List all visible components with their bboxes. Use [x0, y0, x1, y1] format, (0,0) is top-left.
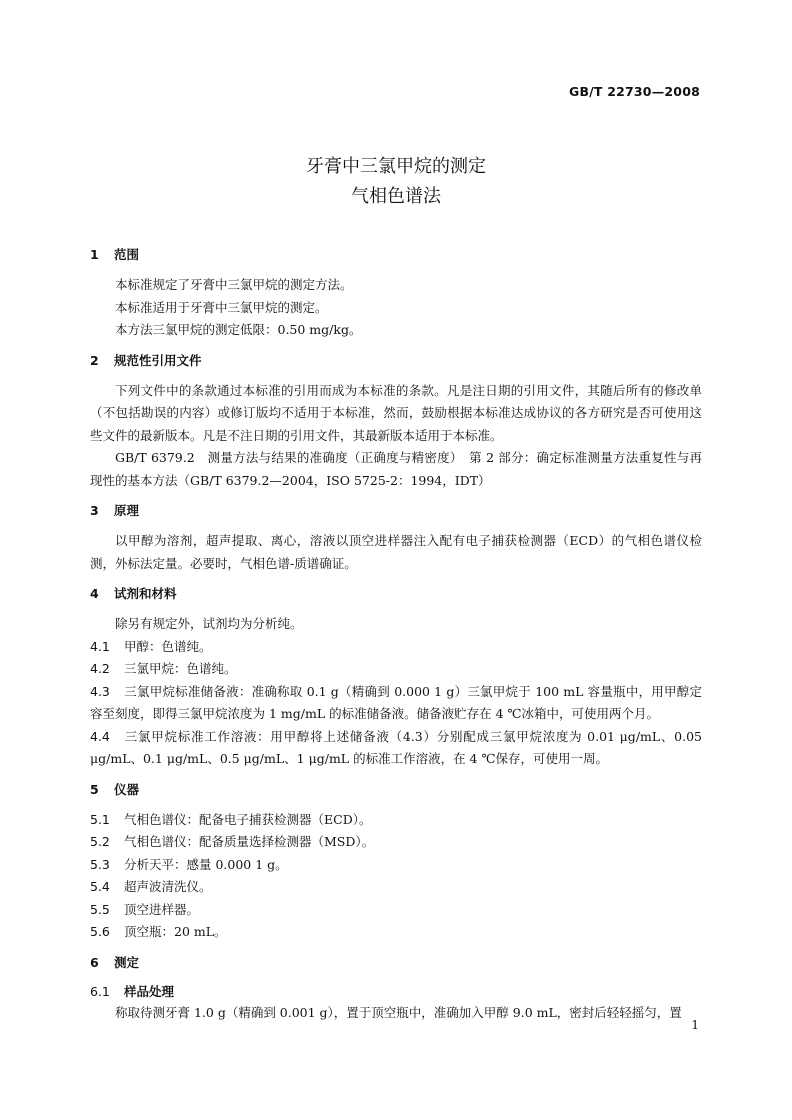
section-number: 1 — [90, 247, 99, 262]
section-title: 测定 — [114, 954, 140, 970]
list-item — [90, 876, 702, 899]
subsection-title: 样品处理 — [124, 983, 175, 999]
title-line-1: 牙膏中三氯甲烷的测定 — [306, 156, 486, 177]
paragraph: 称取待测牙膏 1.0 g（精确到 0.001 g），置于顶空瓶中，准确加入甲醇 9.0 mL，密封后轻轻摇匀，置 — [115, 1004, 682, 1020]
list-item — [90, 726, 702, 771]
list-item — [90, 921, 702, 944]
document-body — [90, 245, 702, 1024]
item-number: 4.4 — [90, 728, 110, 744]
item-text: 分析天平：感量 0.000 1 g。 — [124, 856, 288, 872]
item-number: 4.1 — [90, 638, 110, 654]
paragraph: 下列文件中的条款通过本标准的引用而成为本标准的条款。凡是注日期的引用文件，其随后所有的修改单（不包括勘误的内容）或修订版均不适用于本标准，然而，鼓励根据本标准达成协议的各方研究是否可使用这些文件的最新版本。凡是不注日期的引用文件，其最新版本适用于本标准。 — [90, 382, 702, 443]
paragraph: 本标准适用于牙膏中三氯甲烷的测定。 — [115, 299, 328, 315]
section-number: 3 — [90, 503, 99, 518]
section-number: 5 — [90, 781, 99, 797]
item-text: 三氯甲烷标准储备液：准确称取 0.1 g（精确到 0.000 1 g）三氯甲烷于 100 mL 容量瓶中，用甲醇定容至刻度，即得三氯甲烷浓度为 1 mg/mL 的标准储备液。储备液贮存在 4 ℃冰箱中，可使用两个月。 — [90, 683, 702, 721]
section-heading-principle — [90, 501, 702, 521]
list-item — [90, 636, 702, 659]
item-number: 4.2 — [90, 661, 110, 676]
paragraph: 除另有规定外，试剂均为分析纯。 — [115, 616, 303, 631]
section-number: 2 — [90, 352, 99, 368]
item-text: 超声波清洗仪。 — [124, 879, 212, 894]
list-item — [90, 809, 702, 832]
section-number: 4 — [90, 586, 99, 601]
item-text: 三氯甲烷标准工作溶液：用甲醇将上述储备液（4.3）分别配成三氯甲烷浓度为 0.01 μg/mL、0.05 μg/mL、0.1 μg/mL、0.5 μg/mL、1 μg/mL 的标准工作溶液，在 4 ℃保存，可使用一周。 — [90, 728, 702, 766]
item-text: 气相色谱仪：配备质量选择检测器（MSD）。 — [124, 834, 375, 849]
paragraph: GB/T 6379.2 测量方法与结果的准确度（正确度与精密度） 第 2 部分：确定标准测量方法重复性与再现性的基本方法（GB/T 6379.2—2004，ISO 5725-2：1994，IDT） — [90, 450, 702, 488]
item-number: 5.3 — [90, 856, 110, 872]
subsection-heading-sample-treatment — [90, 982, 702, 1002]
item-text: 气相色谱仪：配备电子捕获检测器（ECD）。 — [124, 811, 372, 827]
list-item — [90, 831, 702, 854]
item-number: 4.3 — [90, 683, 110, 699]
document-title — [0, 152, 792, 212]
section-title: 规范性引用文件 — [114, 352, 202, 368]
list-item — [90, 899, 702, 922]
section-title: 范围 — [114, 247, 140, 262]
item-number: 5.5 — [90, 901, 110, 917]
paragraph: 本方法三氯甲烷的测定低限：0.50 mg/kg。 — [115, 322, 362, 337]
paragraph: 以甲醇为溶剂，超声提取、离心，溶液以顶空进样器注入配有电子捕获检测器（ECD）的气相色谱仪检测，外标法定量。必要时，气相色谱-质谱确证。 — [90, 533, 702, 571]
standard-code: GB/T 22730—2008 — [568, 84, 700, 99]
subsection-number: 6.1 — [90, 983, 110, 999]
item-number: 5.4 — [90, 879, 110, 894]
item-number: 5.6 — [90, 924, 110, 939]
paragraph: 本标准规定了牙膏中三氯甲烷的测定方法。 — [115, 277, 353, 292]
page-number: 1 — [691, 1018, 699, 1032]
item-text: 顶空进样器。 — [124, 901, 200, 917]
section-title: 原理 — [114, 503, 140, 518]
section-heading-scope — [90, 245, 702, 265]
section-title: 仪器 — [114, 781, 140, 797]
title-line-2: 气相色谱法 — [351, 186, 441, 207]
list-item — [90, 854, 702, 877]
item-number: 5.2 — [90, 834, 110, 849]
list-item — [90, 681, 702, 726]
section-title: 试剂和材料 — [114, 586, 177, 601]
section-heading-normative-references — [90, 351, 702, 371]
section-heading-determination — [90, 953, 702, 973]
item-text: 顶空瓶：20 mL。 — [124, 924, 227, 939]
item-text: 甲醇：色谱纯。 — [124, 638, 212, 654]
item-number: 5.1 — [90, 811, 110, 827]
section-heading-reagents — [90, 584, 702, 604]
list-item — [90, 658, 702, 681]
item-text: 三氯甲烷：色谱纯。 — [124, 661, 237, 676]
section-number: 6 — [90, 954, 99, 970]
section-heading-apparatus — [90, 780, 702, 800]
